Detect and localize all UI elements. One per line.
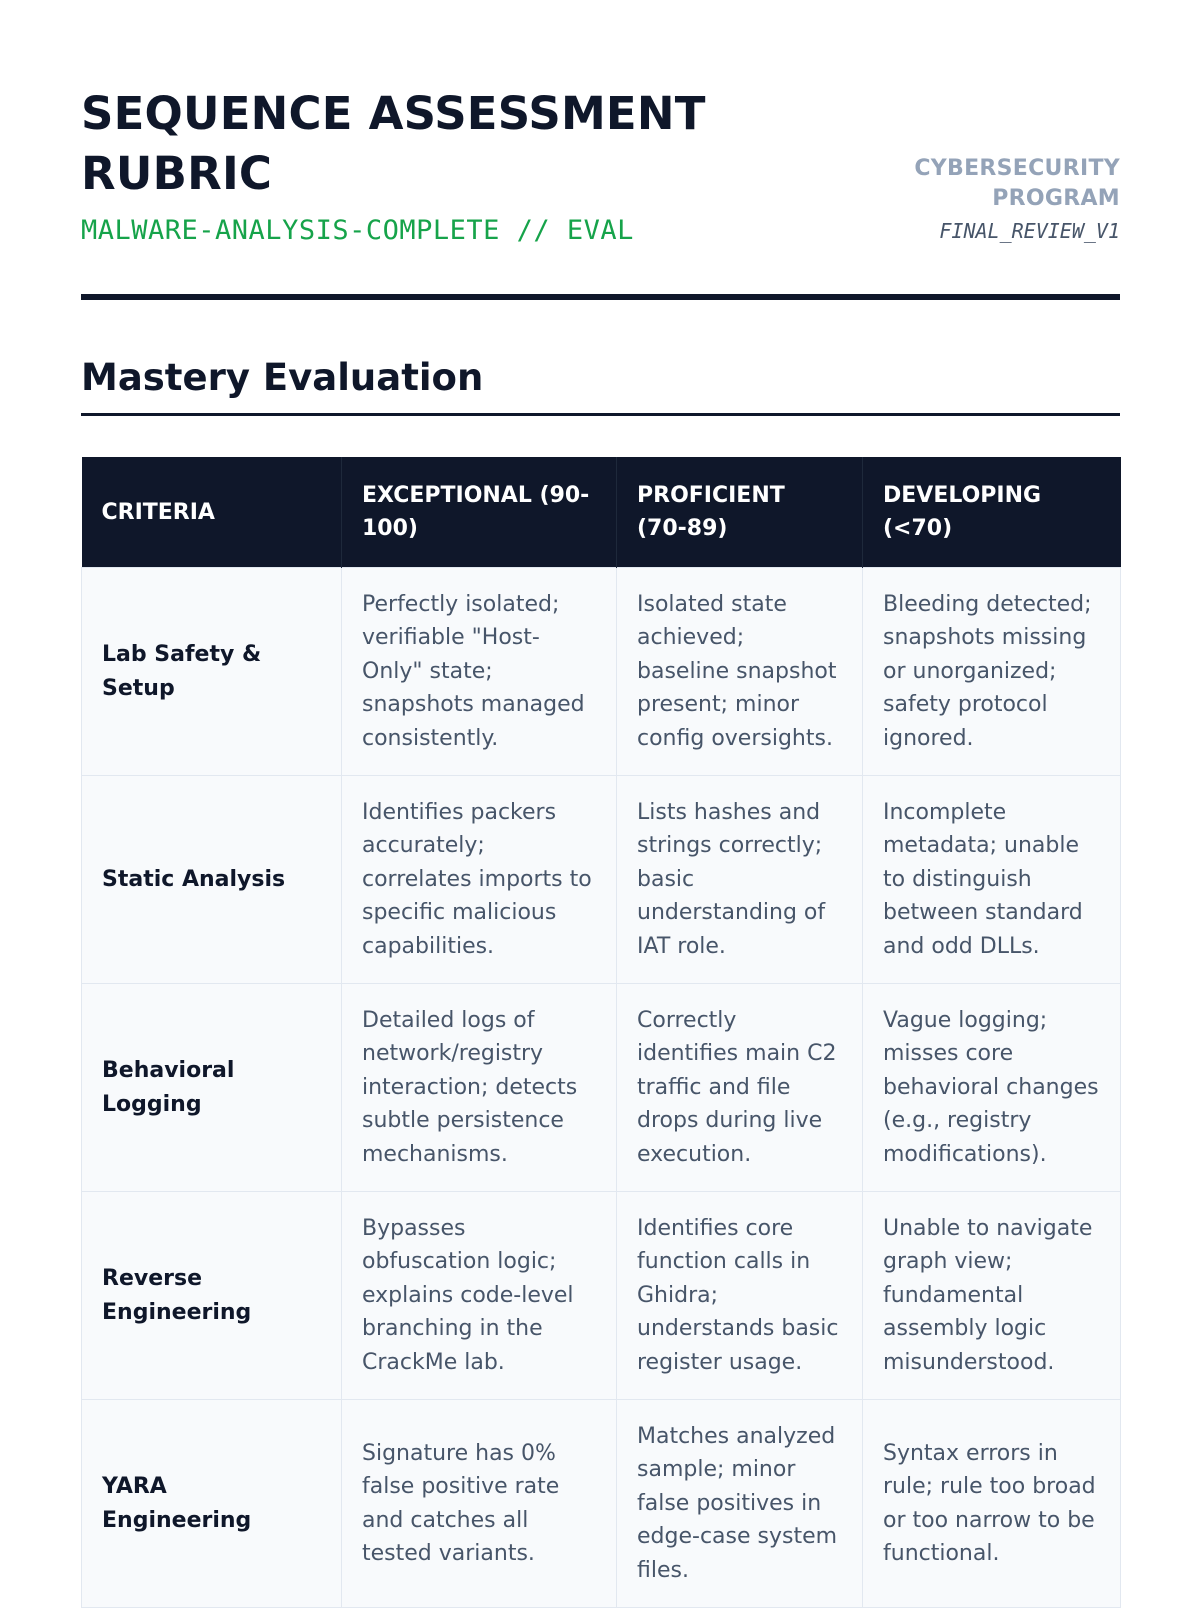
exceptional-cell: Signature has 0% false positive rate and catches all tested variants. — [342, 1400, 617, 1608]
proficient-cell: Matches analyzed sample; minor false positives in edge-case system files. — [617, 1400, 863, 1608]
table-row — [82, 776, 1121, 984]
section-title: Mastery Evaluation — [81, 356, 484, 399]
developing-cell: Bleeding detected; snapshots missing or unorganized; safety protocol ignored. — [863, 568, 1121, 776]
document-subtitle: MALWARE-ANALYSIS-COMPLETE // EVAL — [81, 215, 634, 246]
table-row — [82, 1192, 1121, 1400]
section-divider — [81, 413, 1120, 416]
document-title: SEQUENCE ASSESSMENT RUBRIC — [81, 87, 706, 200]
header-left — [81, 84, 721, 248]
proficient-cell: Correctly identifies main C2 traffic and file drops during live execution. — [617, 984, 863, 1192]
table-row — [82, 568, 1121, 776]
developing-cell: Unable to navigate graph view; fundamental assembly logic misunderstood. — [863, 1192, 1121, 1400]
exceptional-cell: Bypasses obfuscation logic; explains code-level branching in the CrackMe lab. — [342, 1192, 617, 1400]
exceptional-cell: Detailed logs of network/registry interaction; detects subtle persistence mechanisms. — [342, 984, 617, 1192]
header-divider — [81, 294, 1120, 300]
header-exceptional: EXCEPTIONAL (90-100) — [342, 457, 617, 568]
exceptional-cell: Perfectly isolated; verifiable "Host-Only" state; snapshots managed consistently. — [342, 568, 617, 776]
document-header — [81, 84, 1120, 248]
header-proficient: PROFICIENT (70-89) — [617, 457, 863, 568]
developing-cell: Incomplete metadata; unable to distinguish between standard and odd DLLs. — [863, 776, 1121, 984]
exceptional-cell: Identifies packers accurately; correlates imports to specific malicious capabilities. — [342, 776, 617, 984]
criteria-cell: Static Analysis — [82, 776, 342, 984]
developing-cell: Syntax errors in rule; rule too broad or too narrow to be functional. — [863, 1400, 1121, 1608]
proficient-cell: Identifies core function calls in Ghidra; understands basic register usage. — [617, 1192, 863, 1400]
table-row — [82, 1400, 1121, 1608]
developing-cell: Vague logging; misses core behavioral changes (e.g., registry modifications). — [863, 984, 1121, 1192]
header-right — [860, 154, 1120, 248]
header-criteria: CRITERIA — [82, 457, 342, 568]
header-developing: DEVELOPING (<70) — [863, 457, 1121, 568]
review-tag: FINAL_REVIEW_V1 — [939, 219, 1120, 243]
table-header — [82, 457, 1121, 568]
proficient-cell: Isolated state achieved; baseline snapshot present; minor config oversights. — [617, 568, 863, 776]
criteria-cell: Behavioral Logging — [82, 984, 342, 1192]
table-header-row — [82, 457, 1121, 568]
proficient-cell: Lists hashes and strings correctly; basic understanding of IAT role. — [617, 776, 863, 984]
table-body — [82, 568, 1121, 1608]
program-label: CYBERSECURITY PROGRAM — [914, 156, 1120, 211]
rubric-table — [81, 457, 1121, 1608]
criteria-cell: Reverse Engineering — [82, 1192, 342, 1400]
table-row — [82, 984, 1121, 1192]
criteria-cell: Lab Safety & Setup — [82, 568, 342, 776]
criteria-cell: YARA Engineering — [82, 1400, 342, 1608]
